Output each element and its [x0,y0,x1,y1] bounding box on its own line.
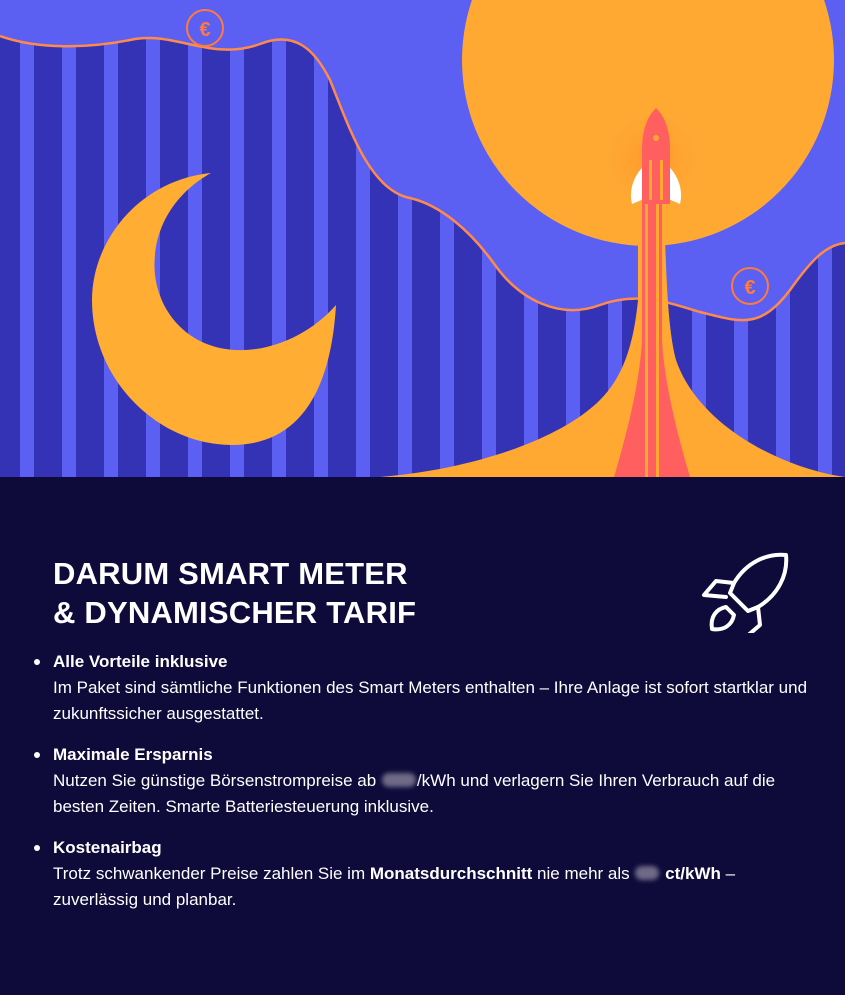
bullet-icon [34,845,40,851]
section-heading [53,554,416,632]
euro-symbol: € [199,19,211,41]
heading-line-2: & DYNAMISCHER TARIF [53,595,417,630]
euro-symbol: € [744,277,756,299]
list-item [53,742,813,820]
benefits-panel [0,477,845,995]
benefit-title: Alle Vorteile inklusive [53,652,228,671]
benefits-list [53,649,813,928]
redacted-price [382,773,416,787]
benefit-title: Maximale Ersparnis [53,745,213,764]
bullet-icon [34,752,40,758]
heading-line-1: DARUM SMART METER [53,556,408,591]
hero-illustration [0,0,845,477]
list-item [53,835,813,913]
rocket-outline-icon [700,549,792,633]
benefit-text: Im Paket sind sämtliche Funktionen des Smart Meters enthalten – Ihre Anlage ist sofort startklar und zukunftssicher ausgestattet. [53,678,808,723]
benefit-text: Trotz schwankender Preise zahlen Sie im Monatsdurchschnitt nie mehr als ct/kWh – zuverlässig und planbar. [53,864,736,909]
bullet-icon [34,659,40,665]
benefit-text: Nutzen Sie günstige Börsenstrompreise ab /kWh und verlagern Sie Ihren Verbrauch auf die besten Zeiten. Smarte Batteriesteuerung inklusive. [53,771,776,816]
redacted-price [635,866,659,880]
benefit-title: Kostenairbag [53,838,162,857]
list-item [53,649,813,727]
